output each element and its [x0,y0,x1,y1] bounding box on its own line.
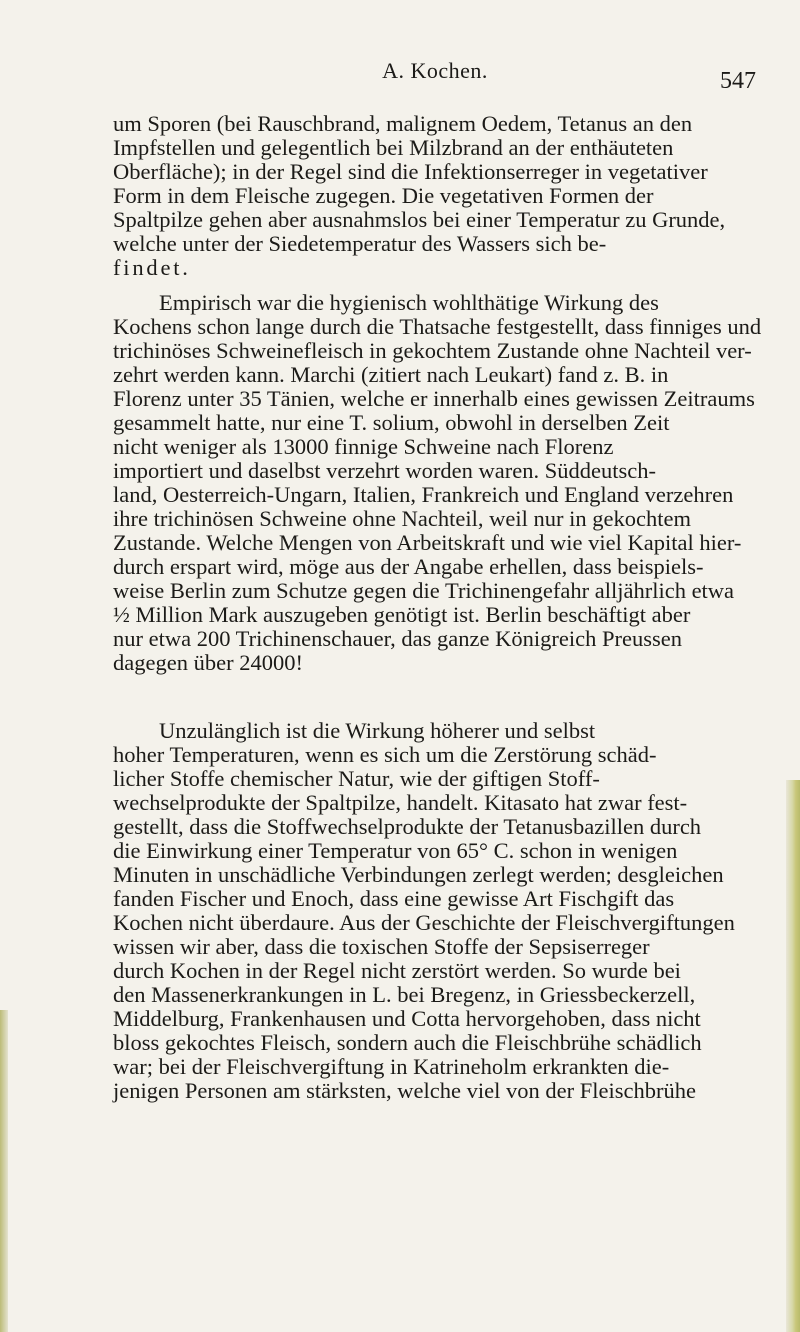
text-line: durch erspart wird, möge aus der Angabe erhellen, dass beispiels- [113,554,704,579]
text-line: Oberfläche); in der Regel sind die Infektionserreger in vegetativer [113,159,708,184]
text-line: Form in dem Fleische zugegen. Die vegetativen Formen der [113,183,654,208]
page-number: 547 [720,68,756,94]
text-line: nur etwa 200 Trichinenschauer, das ganze Königreich Preussen [113,626,682,651]
text-line: Minuten in unschädliche Verbindungen zerlegt werden; desgleichen [113,862,724,887]
text-line: trichinöses Schweinefleisch in gekochtem Zustande ohne Nachteil ver- [113,338,752,363]
text-line: Unzulänglich ist die Wirkung höherer und selbst [159,718,596,743]
text-line: Spaltpilze gehen aber ausnahmslos bei einer Temperatur zu Grunde, [113,207,726,232]
page-edge-stain-left [0,1010,8,1332]
text-line: durch Kochen in der Regel nicht zerstört werden. So wurde bei [113,958,681,983]
text-line: wissen wir aber, dass die toxischen Stoffe der Sepsiserreger [113,934,650,959]
text-line: nicht weniger als 13000 finnige Schweine nach Florenz [113,434,614,459]
text-line: um Sporen (bei Rauschbrand, malignem Oedem, Tetanus an den [113,111,693,136]
text-line: wechselprodukte der Spaltpilze, handelt. Kitasato hat zwar fest- [113,790,688,815]
text-line: die Einwirkung einer Temperatur von 65° C. schon in wenigen [113,838,678,863]
text-line: fanden Fischer und Enoch, dass eine gewisse Art Fischgift das [113,886,675,911]
body-text [113,112,793,1103]
text-line: gesammelt hatte, nur eine T. solium, obwohl in derselben Zeit [113,410,670,435]
text-line: Florenz unter 35 Tänien, welche er innerhalb eines gewissen Zeitraums [113,386,755,411]
text-line: Kochens schon lange durch die Thatsache festgestellt, dass finniges und [113,314,762,339]
text-line: weise Berlin zum Schutze gegen die Trichinengefahr alljährlich etwa [113,578,735,603]
text-line: Middelburg, Frankenhausen und Cotta hervorgehoben, dass nicht [113,1006,701,1031]
running-title: A. Kochen. [382,58,488,83]
text-line: land, Oesterreich-Ungarn, Italien, Frankreich und England verzehren [113,482,734,507]
text-line: Kochen nicht überdaure. Aus der Geschichte der Fleischvergiftungen [113,910,735,935]
text-line: Zustande. Welche Mengen von Arbeitskraft und wie viel Kapital hier- [113,530,742,555]
text-line: ihre trichinösen Schweine ohne Nachteil, weil nur in gekochtem [113,506,691,531]
text-line: findet. [113,255,191,280]
text-line: war; bei der Fleischvergiftung in Katrineholm erkrankten die- [113,1054,670,1079]
text-line: gestellt, dass die Stoffwechselprodukte der Tetanusbazillen durch [113,814,702,839]
text-line: welche unter der Siedetemperatur des Wassers sich be- [113,231,607,256]
text-line: den Massenerkrankungen in L. bei Bregenz, in Griessbeckerzell, [113,982,696,1007]
text-line: bloss gekochtes Fleisch, sondern auch die Fleischbrühe schädlich [113,1030,702,1055]
text-line: dagegen über 24000! [113,650,303,675]
text-line: importiert und daselbst verzehrt worden waren. Süddeutsch- [113,458,656,483]
text-line: jenigen Personen am stärksten, welche viel von der Fleischbrühe [113,1078,696,1103]
text-line: hoher Temperaturen, wenn es sich um die Zerstörung schäd- [113,742,657,767]
text-line: licher Stoffe chemischer Natur, wie der giftigen Stoff- [113,766,600,791]
text-line: Empirisch war die hygienisch wohlthätige Wirkung des [159,290,659,315]
text-line: ½ Million Mark auszugeben genötigt ist. Berlin beschäftigt aber [113,602,691,627]
text-line: Impfstellen und gelegentlich bei Milzbrand an der enthäuteten [113,135,674,160]
text-line: zehrt werden kann. Marchi (zitiert nach Leukart) fand z. B. in [113,362,669,387]
